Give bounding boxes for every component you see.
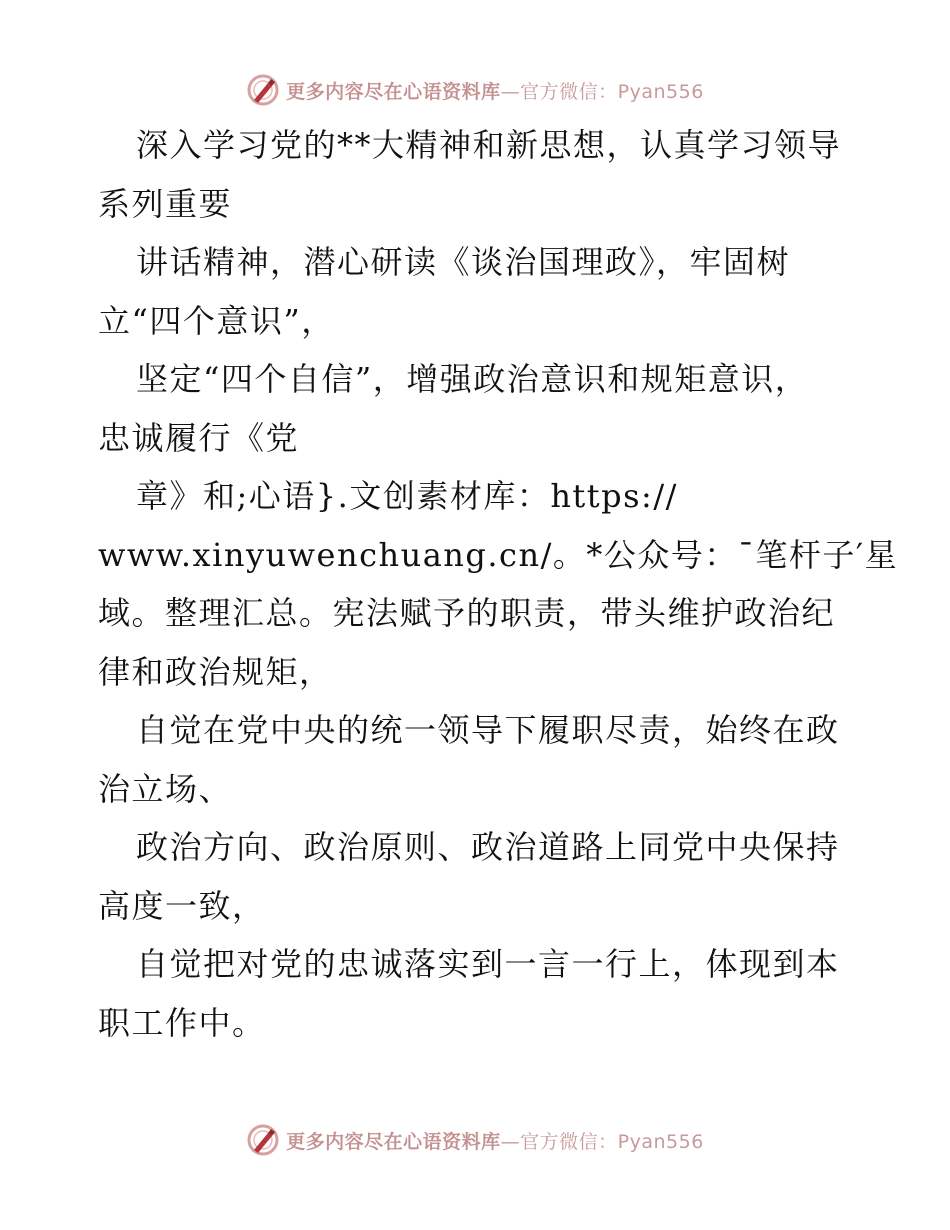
body-line: 律和政治规矩， (98, 652, 333, 691)
body-line: 自觉把对党的忠诚落实到一言一行上，体现到本 (136, 945, 840, 983)
body-line: 章》和;心语}.文创素材库：https:// (136, 477, 678, 515)
pen-circle-logo-icon (246, 73, 280, 107)
pen-circle-logo-icon (246, 1123, 280, 1157)
body-line: 深入学习党的**大精神和新思想，认真学习领导 (136, 126, 842, 164)
header-main-text: 更多内容尽在心语资料库 (286, 80, 501, 103)
body-line: 自觉在党中央的统一领导下履职尽责，始终在政 (136, 711, 840, 749)
footer-banner-text (286, 1127, 704, 1154)
body-line: 系列重要 (98, 184, 233, 223)
body-line: 治立场、 (98, 769, 233, 808)
document-body (98, 116, 899, 1052)
body-line: 职工作中。 (98, 1003, 266, 1042)
footer-wechat-text: 官方微信：Pyan556 (520, 1130, 704, 1153)
footer-separator: — (500, 1130, 521, 1153)
header-wechat-text: 官方微信：Pyan556 (520, 80, 704, 103)
body-line: 域。整理汇总。宪法赋予的职责，带头维护政治纪 (98, 594, 836, 632)
header-watermark (0, 70, 950, 110)
header-banner-text (286, 77, 704, 104)
body-line: 坚定“四个自信”，增强政治意识和规矩意识， (136, 360, 809, 398)
body-line: 忠诚履行《党 (98, 418, 300, 457)
footer-main-text: 更多内容尽在心语资料库 (286, 1130, 501, 1153)
body-line: 高度一致， (98, 886, 266, 925)
body-line: 立“四个意识”， (98, 301, 335, 340)
header-separator: — (500, 80, 521, 103)
footer-watermark (0, 1120, 950, 1160)
body-line: 政治方向、政治原则、政治道路上同党中央保持 (136, 828, 840, 866)
body-line: 讲话精神，潜心研读《谈治国理政》，牢固树 (136, 243, 791, 281)
body-line: www.xinyuwenchuang.cn/。*公众号：¯笔杆子′星 (98, 535, 899, 574)
